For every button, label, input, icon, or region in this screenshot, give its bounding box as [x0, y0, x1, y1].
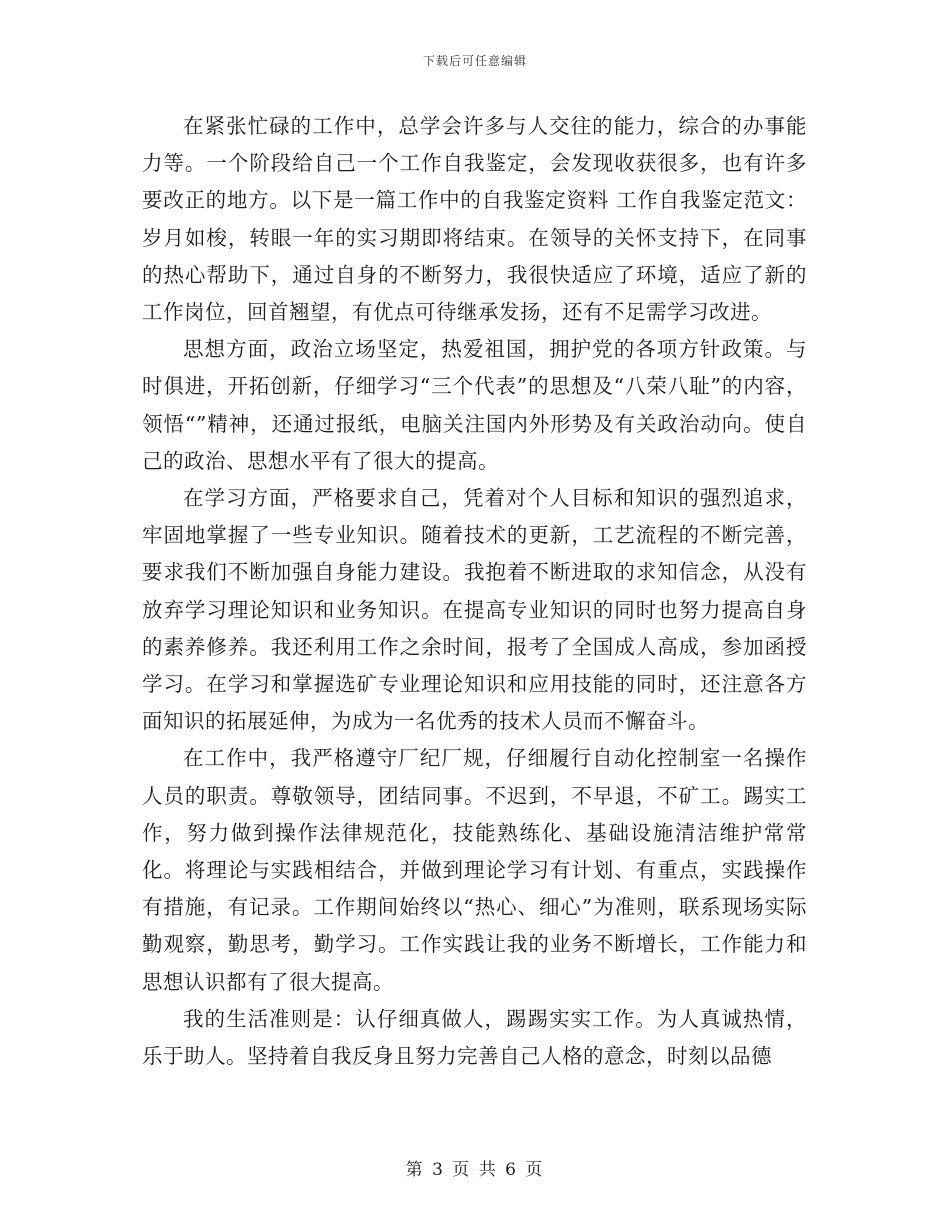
- paragraph-life: 我的生活准则是：认仔细真做人，踢踢实实工作。为人真诚热情，乐于助人。坚持着自我反身且努力完善自己人格的意念，时刻以品德: [142, 1006, 807, 1069]
- paragraph-study: 在学习方面，严格要求自己，凭着对个人目标和知识的强烈追求，牢固地掌握了一些专业知识。随着技术的更新，工艺流程的不断完善，要求我们不断加强自身能力建设。我抱着不断进取的求知信念，从没有放弃学习理论知识和业务知识。在提高专业知识的同时也努力提高自身的素养修养。我还利用工作之余时间，报考了全国成人高成，参加函授学习。在学习和掌握选矿专业理论知识和应用技能的同时，还注意各方面知识的拓展延伸，为成为一名优秀的技术人员而不懈奋斗。: [142, 486, 807, 734]
- page-footer: 第 3 页 共 6 页: [405, 1160, 545, 1180]
- page-header: 下载后可任意编辑: [422, 54, 527, 68]
- paragraph-intro: 在紧张忙碌的工作中，总学会许多与人交往的能力，综合的办事能力等。一个阶段给自己一个工作自我鉴定，会发现收获很多，也有许多要改正的地方。以下是一篇工作中的自我鉴定资料 工作自我鉴定范文：岁月如梭，转眼一年的实习期即将结束。在领导的关怀支持下，在同事的热心帮助下，通过自身的不断努力，我很快适应了环境，适应了新的工作岗位，回首翘望，有优点可待继承发扬，还有不足需学习改进。: [142, 114, 807, 325]
- paragraph-work: 在工作中，我严格遵守厂纪厂规，仔细履行自动化控制室一名操作人员的职责。尊敬领导，团结同事。不迟到，不早退，不矿工。踢实工作，努力做到操作法律规范化，技能熟练化、基础设施清洁维护常常化。将理论与实践相结合，并做到理论学习有计划、有重点，实践操作有措施，有记录。工作期间始终以“热心、细心”为准则，联系现场实际勤观察，勤思考，勤学习。工作实践让我的业务不断增长，工作能力和思想认识都有了很大提高。: [142, 746, 807, 994]
- paragraph-ideology: 思想方面，政治立场坚定，热爱祖国，拥护党的各项方针政策。与时俱进，开拓创新，仔细学习“三个代表”的思想及“八荣八耻”的内容，领悟“”精神，还通过报纸，电脑关注国内外形势及有关政治动向。使自己的政治、思想水平有了很大的提高。: [142, 337, 807, 473]
- document-body: [142, 108, 807, 1075]
